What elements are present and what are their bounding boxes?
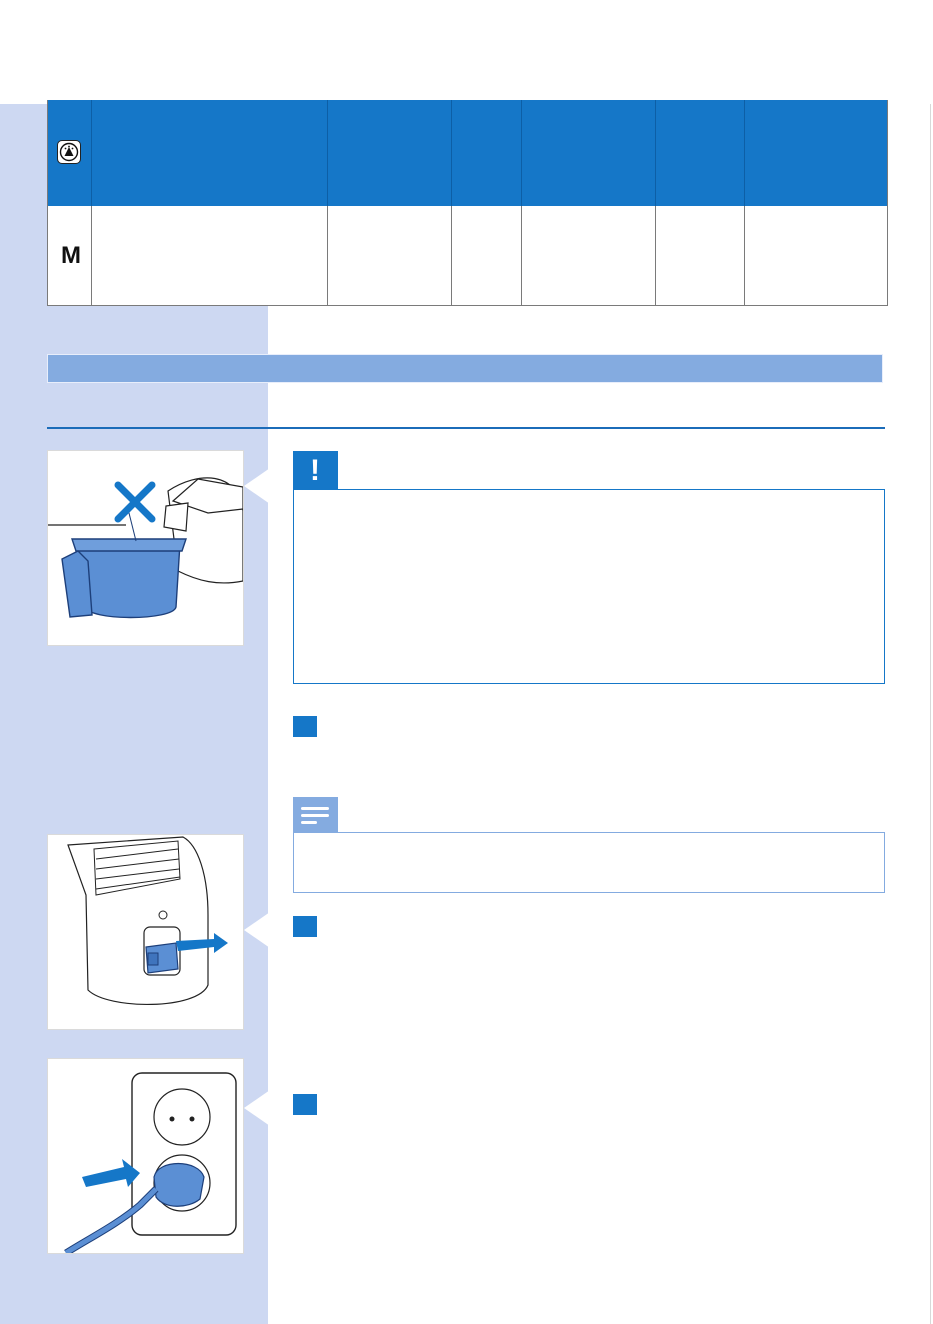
step-1-marker <box>293 716 317 737</box>
table-column-divider <box>327 206 328 306</box>
table-border <box>47 100 48 306</box>
settings-table <box>47 100 888 306</box>
table-row <box>47 206 888 306</box>
section-header-bar <box>47 354 883 383</box>
section-divider <box>47 427 885 429</box>
no-oil-in-pan-illustration <box>47 450 244 646</box>
table-border <box>887 100 888 306</box>
callout-pointer <box>244 468 270 504</box>
table-column-divider <box>327 100 328 206</box>
step-2-marker <box>293 916 317 937</box>
page-edge-rule <box>930 104 931 1324</box>
plug-into-wall-socket-illustration <box>47 1058 244 1254</box>
table-column-divider <box>744 206 745 306</box>
plug-into-appliance-illustration <box>47 834 244 1030</box>
row-label: M <box>61 242 81 269</box>
step-3-marker <box>293 1094 317 1115</box>
table-header-row <box>47 100 888 206</box>
callout-pointer <box>244 1090 270 1126</box>
table-column-divider <box>744 100 745 206</box>
table-column-divider <box>655 206 656 306</box>
caution-box <box>293 489 885 684</box>
table-column-divider <box>655 100 656 206</box>
temperature-triangle-icon <box>57 140 81 164</box>
callout-pointer <box>244 912 270 948</box>
table-column-divider <box>451 100 452 206</box>
table-column-divider <box>521 206 522 306</box>
caution-tab <box>293 451 338 490</box>
table-column-divider <box>91 206 92 306</box>
note-box <box>293 832 885 893</box>
note-tab <box>293 797 338 833</box>
table-column-divider <box>451 206 452 306</box>
table-column-divider <box>521 100 522 206</box>
table-column-divider <box>91 100 92 206</box>
exclamation-icon: ! <box>310 454 320 487</box>
